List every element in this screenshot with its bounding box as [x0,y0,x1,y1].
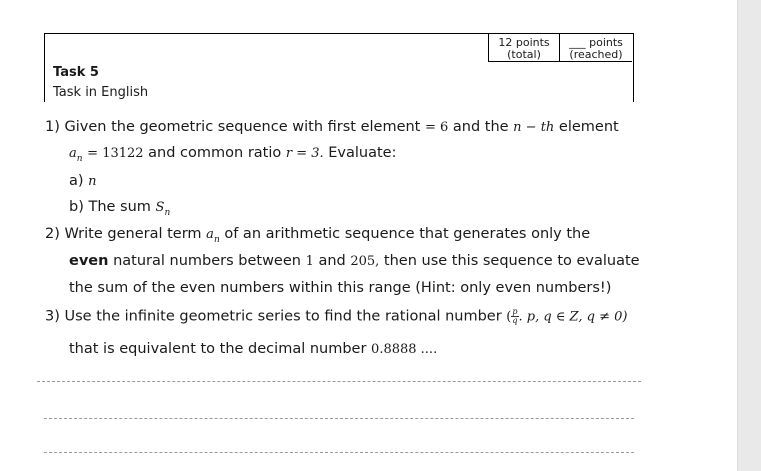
q2-text-b: of an arithmetic sequence that generates only the [224,226,591,242]
q3-line1 [45,308,627,325]
q3-decimal: 0.8888 .... [371,342,438,357]
q3-fraction [511,308,518,325]
q1-text-c: element [558,119,619,135]
q3-line2 [69,341,437,357]
q1-an-sub: n [76,153,83,164]
points-total-label: 12 points [498,36,550,49]
vertical-scrollbar[interactable] [737,0,761,471]
points-reached-sublabel: (reached) [569,48,623,61]
q1-first-eq: = 6 [424,120,449,135]
q3-condition: . p, q ∈ Z, q ≠ 0) [518,309,628,325]
q1-an: a [69,146,77,161]
q1-text-a: Given the geometric sequence with first element [64,119,421,135]
q3-number: 3) [45,308,60,325]
q2-text-c: natural numbers between [113,253,301,269]
answer-line-3 [44,452,634,453]
q1-part-b-sub: n [164,207,171,218]
q1-ratio-text: and common ratio [148,145,282,161]
q1-ratio-eq: r = 3. [285,146,324,161]
q1-number: 1) [45,119,60,135]
q1-line2 [69,145,397,164]
q2-line1 [45,226,590,245]
q2-high: 205, [350,254,380,269]
q2-even: even [69,253,109,269]
task-title: Task 5 [53,65,99,80]
q2-an: a [206,227,214,242]
points-total-sublabel: (total) [507,48,541,61]
q3-frac-p: p [512,307,518,316]
points-total-cell [488,34,560,62]
q1-part-b-label: b) The sum [69,199,151,215]
q2-low: 1 [305,254,314,269]
q2-line3: the sum of the even numbers within this range (Hint: only even numbers!) [69,280,612,296]
points-reached-label: ___ points [569,36,623,49]
q3-open-paren: ( [506,309,512,325]
q2-line2 [69,253,640,269]
q3-text-2: that is equivalent to the decimal number [69,341,367,357]
q1-part-a-var: n [88,174,97,189]
q1-an-val: = 13122 [87,146,144,161]
task-subtitle: Task in English [53,85,149,100]
answer-line-1 [37,381,641,382]
q3-text: Use the infinite geometric series to find the rational number [64,308,502,325]
answer-line-2 [44,418,634,419]
q1-part-b [69,199,170,218]
q1-part-b-var: S [155,200,165,215]
q1-text-b: and the [452,119,509,135]
q1-line1 [45,119,619,135]
q1-nth: n − th [513,120,555,135]
q2-and: and [318,253,346,269]
q3-frac-q: q [512,316,518,325]
q1-evaluate: Evaluate: [328,145,397,161]
q1-part-a-label: a) [69,173,84,189]
q2-an-sub: n [213,234,220,245]
points-reached-cell [560,34,632,62]
q2-number: 2) [45,226,60,242]
q2-text-d: then use this sequence to evaluate [383,253,640,269]
q2-text-a: Write general term [64,226,202,242]
q1-part-a [69,173,97,189]
